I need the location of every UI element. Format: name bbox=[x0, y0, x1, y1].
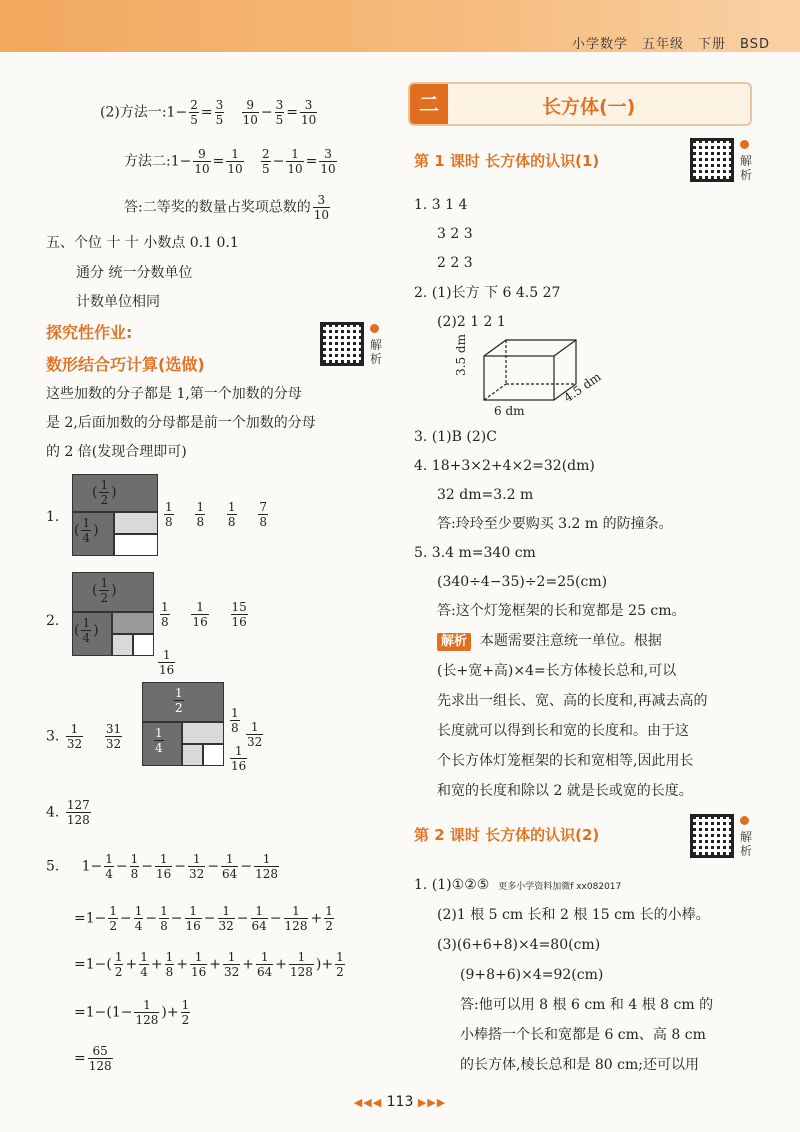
page-header bbox=[0, 0, 800, 52]
diagram-2-eighth bbox=[112, 612, 154, 634]
jiexi-badge: 解析 bbox=[437, 633, 471, 651]
q1-number: 1. bbox=[46, 509, 60, 525]
diagram-3-label-eighth: $\frac{1}{8}$ bbox=[231, 706, 239, 735]
r4-line-a: 4. 18+3×2+4×2=32(dm) bbox=[414, 458, 595, 474]
r1-line-b: 3 2 3 bbox=[437, 226, 473, 242]
page-number: 113 bbox=[386, 1094, 414, 1110]
cuboid-height-label: 3.5 dm bbox=[454, 334, 468, 376]
q3-number: 3. $\frac{1}{32}$ $\frac{31}{32}$ bbox=[46, 722, 122, 751]
method-one: (2)方法一:1− $\frac{2}{5}$ = $\frac{3}{5}$ $\frac{9}{10}$ − $\frac{3}{5}$ = $\frac{3}{10}$ bbox=[100, 98, 317, 127]
explanation-line-2: (长+宽+高)×4=长方体棱长总和,可以 bbox=[437, 663, 677, 679]
explanation-line-1: 解析 本题需要注意统一单位。根据 bbox=[437, 632, 662, 651]
diagram-3-eighth bbox=[182, 722, 224, 744]
q5-line-1: 5. 1− $\frac{1}{4}$ − $\frac{1}{8}$ − $\frac{1}{16}$ − $\frac{1}{32}$ − $\frac{1}{64}$ − $\frac{1}{128}$ bbox=[46, 852, 278, 881]
s3-line-a: (3)(6+6+8)×4=80(cm) bbox=[437, 937, 601, 953]
s3-line-b: (9+8+6)×4=92(cm) bbox=[460, 967, 604, 983]
q5-answer: 五、个位 十 十 小数点 0.1 0.1 bbox=[46, 235, 239, 251]
diagram-1-eighth bbox=[114, 512, 158, 534]
diagram-3-label-32: $\frac{1}{32}$ bbox=[247, 720, 263, 749]
section-banner bbox=[408, 82, 752, 126]
qr-label: 解析 bbox=[740, 830, 753, 858]
explore-line-2: 是 2,后面加数的分母都是前一个加数的分母 bbox=[46, 415, 316, 431]
diagram-1-label-quarter: ( $\frac{1}{4}$ ) bbox=[74, 516, 99, 545]
q5-line-2: =1− $\frac{1}{2}$ − $\frac{1}{4}$ − $\frac{1}{8}$ − $\frac{1}{16}$ − $\frac{1}{32}$ − $\frac{1}{64}$ − $\frac{1}{128}$ + $\frac{1}{2}$ bbox=[74, 904, 333, 933]
q5-line-4: =1−(1− $\frac{1}{128}$ )+ $\frac{1}{2}$ bbox=[74, 998, 190, 1027]
header-subject: 小学数学 bbox=[572, 37, 629, 52]
diagram-1-label-half: ( $\frac{1}{2}$ ) bbox=[92, 478, 117, 507]
header-grade: 五年级 bbox=[642, 37, 685, 52]
r1-line-a: 1. 3 1 4 bbox=[414, 197, 468, 213]
diagram-1-rest bbox=[114, 534, 158, 556]
q2-answers: $\frac{1}{8}$ $\frac{1}{16}$ $\frac{15}{16}$ bbox=[161, 600, 247, 629]
qr-code-icon[interactable] bbox=[690, 814, 734, 858]
diagram-2-rest bbox=[133, 634, 154, 656]
diagram-3-sixteenth bbox=[182, 744, 203, 766]
explanation-line-4: 长度就可以得到长和宽的长度和。由于这 bbox=[437, 723, 689, 739]
explanation-line-6: 和宽的长度和除以 2 就是长或宽的长度。 bbox=[437, 783, 693, 799]
play-dot-icon bbox=[740, 140, 749, 149]
r5-line-c: 答:这个灯笼框架的长和宽都是 25 cm。 bbox=[437, 603, 686, 619]
diagram-3-rest bbox=[203, 744, 224, 766]
s3-line-d: 小棒搭一个长和宽都是 6 cm、高 8 cm bbox=[460, 1027, 706, 1043]
explore-line-1: 这些加数的分子都是 1,第一个加数的分母 bbox=[46, 386, 302, 402]
header-volume: 下册 bbox=[698, 37, 727, 52]
page-footer bbox=[0, 1094, 800, 1110]
watermark-note: 更多小学资料加微f xx082017 bbox=[498, 882, 622, 892]
r1-line-c: 2 2 3 bbox=[437, 255, 473, 271]
r5-line-a: 5. 3.4 m=340 cm bbox=[414, 545, 536, 561]
explanation-line-5: 个长方体灯笼框架的长和宽相等,因此用长 bbox=[437, 753, 694, 769]
explore-title: 探究性作业: bbox=[46, 323, 133, 342]
qr-label: 解析 bbox=[370, 338, 383, 366]
explore-subtitle: 数形结合巧计算(选做) bbox=[46, 355, 205, 374]
play-dot-icon bbox=[740, 816, 749, 825]
r3-line: 3. (1)B (2)C bbox=[414, 429, 497, 445]
section-title: 长方体(一) bbox=[542, 96, 636, 118]
answer-line: 答:二等奖的数量占奖项总数的 $\frac{3}{10}$ bbox=[124, 193, 329, 222]
q1-answers: $\frac{1}{8}$ $\frac{1}{8}$ $\frac{1}{8}$ $\frac{7}{8}$ bbox=[165, 500, 267, 529]
play-dot-icon bbox=[370, 324, 379, 333]
cuboid-length-label: 6 dm bbox=[494, 404, 525, 418]
r5-line-b: (340÷4−35)÷2=25(cm) bbox=[437, 574, 608, 590]
q4-answer: 4. $\frac{127}{128}$ bbox=[46, 798, 90, 827]
q2-number: 2. bbox=[46, 613, 60, 629]
explanation-line-3: 先求出一组长、宽、高的长度和,再减去高的 bbox=[437, 693, 708, 709]
header-edition: BSD bbox=[740, 37, 770, 52]
lesson-2-title: 第 2 课时 长方体的认识(2) bbox=[414, 826, 600, 844]
diagram-3-label-half: $\frac{1}{2}$ bbox=[175, 686, 183, 715]
q5-line-3: =1−( $\frac{1}{2}$ + $\frac{1}{4}$ + $\frac{1}{8}$ + $\frac{1}{16}$ + $\frac{1}{32}$ + $\frac{1}{64}$ + $\frac{1}{128}$ )+ $\frac{1}{2}$ bbox=[74, 950, 344, 979]
q5-line-5: = $\frac{65}{128}$ bbox=[74, 1044, 112, 1073]
q2-sixteenth-label: $\frac{1}{16}$ bbox=[159, 648, 175, 677]
diagram-2-label-quarter: ( $\frac{1}{4}$ ) bbox=[74, 616, 99, 645]
qr-code-icon[interactable] bbox=[320, 322, 364, 366]
header-text bbox=[558, 33, 770, 52]
r2-line-a: 2. (1)长方 下 6 4.5 27 bbox=[414, 285, 561, 301]
diagram-3-label-quarter: $\frac{1}{4}$ bbox=[155, 726, 163, 755]
qr-label: 解析 bbox=[740, 154, 753, 182]
s3-line-c: 答:他可以用 8 根 6 cm 和 4 根 8 cm 的 bbox=[460, 997, 714, 1013]
section-number: 二 bbox=[410, 84, 448, 124]
cuboid-width-label: 4.5 dm bbox=[561, 369, 604, 406]
r4-line-c: 答:玲玲至少要购买 3.2 m 的防撞条。 bbox=[437, 516, 673, 532]
s3-line-e: 的长方体,棱长总和是 80 cm;还可以用 bbox=[460, 1057, 699, 1073]
diagram-2-sixteenth bbox=[112, 634, 133, 656]
diagram-3-label-sixteenth: $\frac{1}{16}$ bbox=[231, 744, 247, 773]
diagram-2-label-half: ( $\frac{1}{2}$ ) bbox=[92, 576, 117, 605]
r2-line-b: (2)2 1 2 1 bbox=[437, 314, 506, 330]
lesson-1-title: 第 1 课时 长方体的认识(1) bbox=[414, 152, 600, 170]
s1-line: 1. (1)①②⑤ 更多小学资料加微f xx082017 bbox=[414, 877, 622, 893]
qr-code-icon[interactable] bbox=[690, 138, 734, 182]
method-two: 方法二:1− $\frac{9}{10}$ = $\frac{1}{10}$ $\frac{2}{5}$ − $\frac{1}{10}$ = $\frac{3}{10}$ bbox=[124, 147, 336, 176]
explore-line-3: 的 2 倍(发现合理即可) bbox=[46, 444, 187, 460]
q5-answer-b: 通分 统一分数单位 bbox=[76, 265, 193, 281]
right-arrows-icon: ▶▶▶ bbox=[417, 1096, 447, 1109]
left-arrows-icon: ◀◀◀ bbox=[353, 1096, 383, 1109]
r4-line-b: 32 dm=3.2 m bbox=[437, 487, 534, 503]
q5-answer-c: 计数单位相同 bbox=[76, 294, 160, 310]
s2-line: (2)1 根 5 cm 长和 2 根 15 cm 长的小棒。 bbox=[437, 907, 710, 923]
